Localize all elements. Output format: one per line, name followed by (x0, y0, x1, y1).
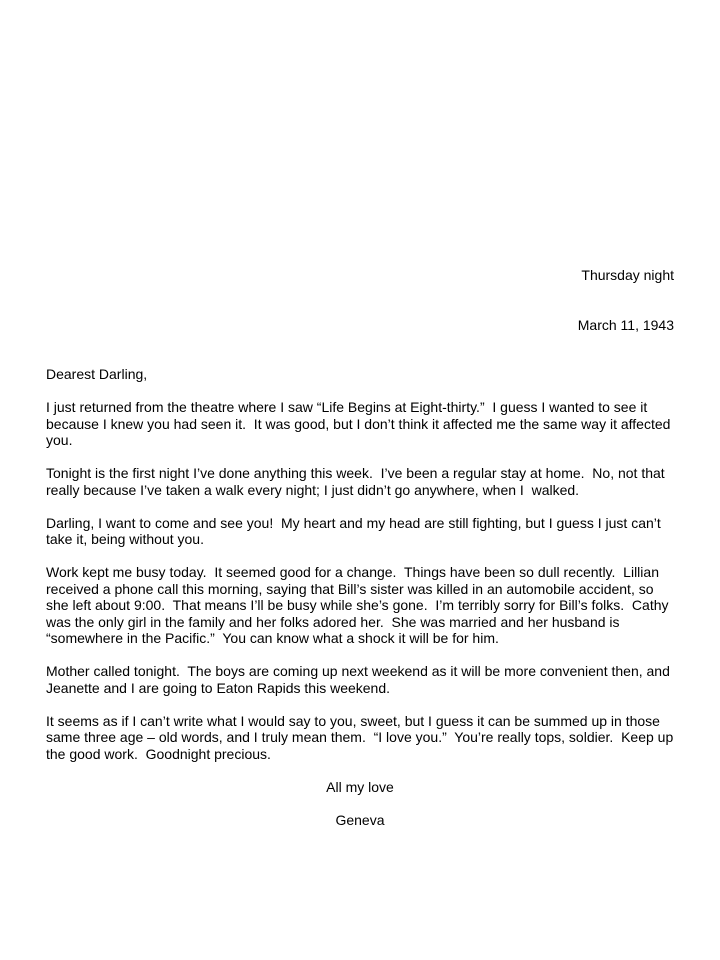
paragraph-tonight: Tonight is the first night I’ve done anything this week. I’ve been a regular stay at home. No, not that really because I’ve taken a walk every night; I just didn’t go anywhere, when I walked. (46, 465, 669, 498)
paragraph-mother: Mother called tonight. The boys are coming up next weekend as it will be more convenient then, and Jeanette and I are going to Eaton Rapids this weekend. (46, 663, 674, 696)
paragraph-it-seems: It seems as if I can’t write what I would say to you, sweet, but I guess it can be summed up in those same three age – old words, and I truly mean them. “I love you.” You’re really tops, soldier. Keep up the good work. Goodnight precious. (46, 712, 678, 762)
dateline (46, 234, 674, 366)
paragraph-work: Work kept me busy today. It seemed good for a change. Things have been so dull recently. Lillian received a phone call this morning, saying that Bill’s sister was killed in an automobile accident, so she left about 9:00. That means I’ll be busy while she’s gone. I’m terribly sorry for Bill’s folks. Cathy was the only girl in the family and her folks adored her. She was married and her husband is “somewhere in the Pacific.” You can know what a shock it will be for him. (46, 564, 673, 646)
letter-body (46, 234, 678, 828)
dateline-day: Thursday night (581, 267, 674, 283)
signature: Geneva (335, 811, 385, 828)
salutation: Dearest Darling, (46, 366, 148, 382)
closing: All my love (326, 778, 394, 795)
paragraph-darling: Darling, I want to come and see you! My heart and my head are still fighting, but I guess I just can’t take it, being without you. (46, 514, 665, 547)
dateline-date: March 11, 1943 (577, 316, 674, 333)
paragraph-theatre: I just returned from the theatre where I saw “Life Begins at Eight-thirty.” I guess I wanted to see it because I knew you had seen it. It was good, but I don’t think it affected me the same way it affected you. (46, 399, 675, 448)
